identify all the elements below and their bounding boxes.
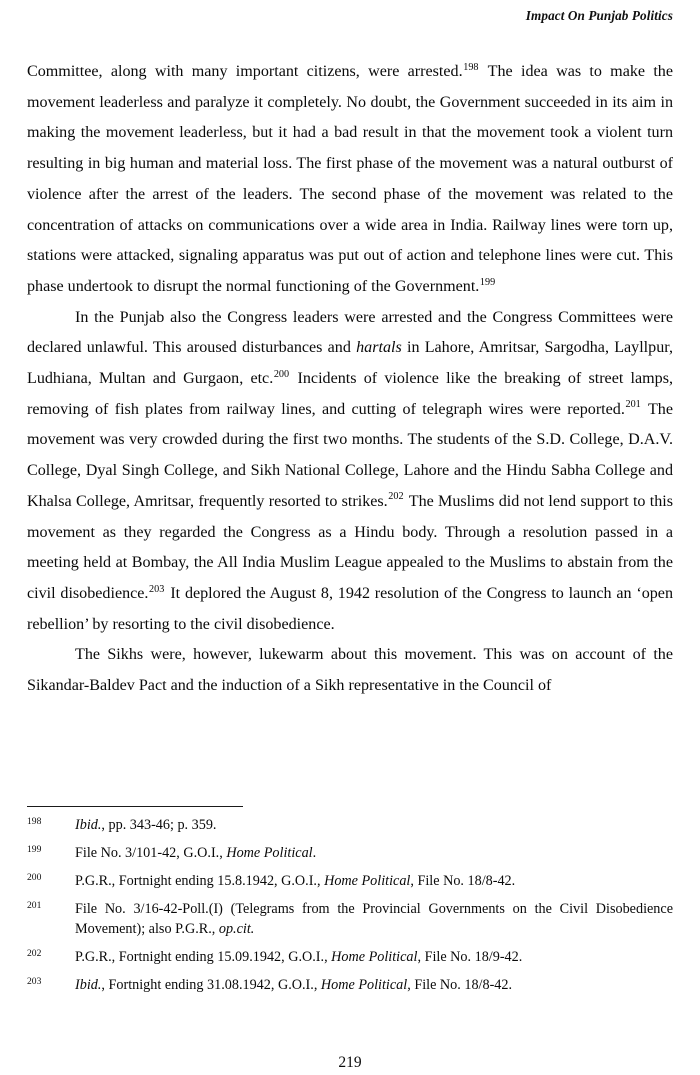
footnote-reference-201: 201	[625, 399, 641, 411]
footnote-reference-198: 198	[463, 61, 479, 73]
footnote-list	[27, 816, 673, 995]
footnote-item-198	[27, 816, 673, 836]
italic-text: op.cit.	[218, 920, 255, 937]
italic-text: hartals	[356, 339, 402, 357]
italic-text: Home Political	[320, 976, 408, 993]
italic-text: Home Political	[226, 845, 313, 861]
footnote-item-202	[27, 948, 673, 968]
footnote-number-200: 200	[27, 872, 42, 883]
footnote-text: Ibid., Fortnight ending 31.08.1942, G.O.I., Home Political, File No. 18/8-42.	[75, 976, 513, 993]
paragraph-list	[27, 57, 673, 702]
footnote-item-203	[27, 976, 673, 996]
body-paragraph-3: The Sikhs were, however, lukewarm about this movement. This was on account of the Sikandar-Baldev Pact and the induction of a Sikh representative in the Council of	[27, 646, 673, 695]
footnote-number-203: 203	[27, 975, 42, 987]
footnote-reference-202: 202	[388, 491, 404, 503]
page-number: 219	[338, 1054, 362, 1071]
footnote-number-201: 201	[27, 900, 42, 911]
footnote-number-199: 199	[27, 844, 42, 855]
italic-text: Ibid.	[75, 817, 102, 833]
footnote-text: P.G.R., Fortnight ending 15.09.1942, G.O.I., Home Political, File No. 18/9-42.	[75, 948, 523, 965]
italic-text: Home Political	[324, 873, 411, 889]
body-paragraph-1: Committee, along with many important citizens, were arrested.$^{198}$ The idea was to make the movement leaderless and paralyze it completely. No doubt, the Government succeeded in its aim in making the movement leaderless, but it had a bad result in that the movement took a violent turn resulting in big human and material loss. The first phase of the movement was a natural outburst of violence after the arrest of the leaders. The second phase of the movement was related to the concentration of attacks on communications over a wide area in India. Railway lines were torn up, stations were attacked, signaling apparatus was put out of action and telephone lines were cut. This phase undertook to disrupt the normal functioning of the Government.$^{199}$	[27, 61, 673, 295]
footnote-number-202: 202	[27, 947, 42, 959]
body-paragraph-2: In the Punjab also the Congress leaders were arrested and the Congress Committees were declared unlawful. This aroused disturbances and hartals in Lahore, Amritsar, Sargodha, Layllpur, Ludhiana, Multan and Gurgaon, etc.$^{200}$ Incidents of violence like the breaking of street lamps, removing of fish plates from railway lines, and cutting of telegraph wires were reported.$^{201}$ The movement was very crowded during the first two months. The students of the S.D. College, D.A.V. College, Dyal Singh College, and Sikh National College, Lahore and the Hindu Sabha College and Khalsa College, Amritsar, frequently resorted to strikes.$^{202}$ The Muslims did not lend support to this movement as they regarded the Congress as a Hindu body. Through a resolution passed in a meeting held at Bombay, the All India Muslim League appealed to the Muslims to abstain from the civil disobedience.$^{203}$ It deplored the August 8, 1942 resolution of the Congress to launch an ‘open rebellion’ by resorting to the civil disobedience.	[27, 308, 673, 633]
footnote-item-199	[27, 844, 673, 864]
body-text-block	[27, 57, 673, 702]
footnote-reference-199: 199	[479, 276, 496, 288]
footnote-separator-rule	[27, 806, 243, 807]
footnote-item-201	[27, 900, 673, 939]
footnote-text: P.G.R., Fortnight ending 15.8.1942, G.O.I., Home Political, File No. 18/8-42.	[75, 873, 516, 889]
running-header-title: Impact On Punjab Politics	[525, 8, 673, 23]
italic-text: Ibid.	[75, 976, 102, 993]
footnote-number-198: 198	[27, 816, 42, 827]
footnotes-section	[27, 806, 673, 995]
footnote-reference-200: 200	[273, 368, 290, 380]
footnote-reference-203: 203	[149, 583, 165, 595]
footnote-text: Ibid., pp. 343-46; p. 359.	[75, 817, 217, 833]
italic-text: Home Political	[331, 948, 418, 965]
footnote-item-200	[27, 872, 673, 892]
footnote-text: File No. 3/16-42-Poll.(I) (Telegrams from the Provincial Governments on the Civil Disobedience Movement); also P.G.R., op.cit.	[75, 901, 673, 937]
footnote-text: File No. 3/101-42, G.O.I., Home Political.	[75, 845, 317, 861]
